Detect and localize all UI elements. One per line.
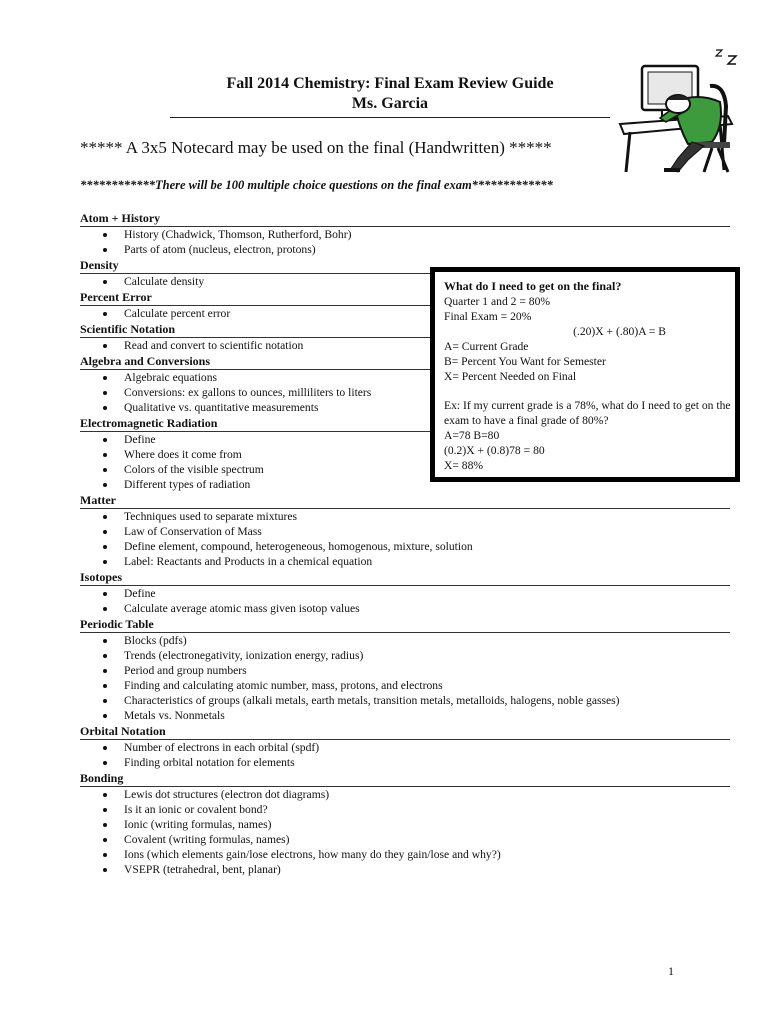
topic-bullet-item: Parts of atom (nucleus, electron, protons) bbox=[80, 242, 730, 257]
topic-bullet-item: Covalent (writing formulas, names) bbox=[80, 832, 730, 847]
title-line-1: Fall 2014 Chemistry: Final Exam Review Guide bbox=[226, 75, 554, 92]
topic-heading: Periodic Table bbox=[80, 617, 730, 633]
topic-bullet-item: Number of electrons in each orbital (spdf) bbox=[80, 740, 730, 755]
topic-bullet-item: Colors of the visible spectrum bbox=[80, 462, 730, 477]
topic-heading: Matter bbox=[80, 493, 730, 509]
final-grade-box bbox=[430, 267, 740, 482]
topic-bullet-item: Define bbox=[80, 432, 730, 447]
topic-bullet-item: Finding orbital notation for elements bbox=[80, 755, 730, 770]
final-box-solution: A=78 B=80 bbox=[444, 429, 500, 442]
page-number: 1 bbox=[668, 964, 674, 978]
topic-bullet-item: Define element, compound, heterogeneous, homogenous, mixture, solution bbox=[80, 539, 730, 554]
topic-bullet-item: Calculate average atomic mass given isotop values bbox=[80, 601, 730, 616]
topic-bullet-item: Blocks (pdfs) bbox=[80, 633, 730, 648]
topic-bullet-item: Metals vs. Nonmetals bbox=[80, 708, 730, 723]
topic-heading: Scientific Notation bbox=[80, 322, 730, 338]
final-box-line: Final Exam = 20% bbox=[444, 310, 532, 323]
studying-student-clipart bbox=[612, 46, 746, 180]
topic-heading: Density bbox=[80, 258, 730, 274]
final-box-definition: A= Current Grade bbox=[444, 340, 529, 353]
title-line-2: Ms. Garcia bbox=[351, 95, 429, 112]
topic-bullet-item: Lewis dot structures (electron dot diagrams) bbox=[80, 787, 730, 802]
final-box-line: Quarter 1 and 2 = 80% bbox=[444, 295, 551, 308]
topic-heading: Algebra and Conversions bbox=[80, 354, 730, 370]
topic-bullet-item: Trends (electronegativity, ionization energy, radius) bbox=[80, 648, 730, 663]
topic-heading: Isotopes bbox=[80, 570, 730, 586]
final-box-definition: X= Percent Needed on Final bbox=[444, 370, 577, 383]
topic-heading: Electromagnetic Radiation bbox=[80, 416, 730, 432]
final-box-title: What do I need to get on the final? bbox=[444, 279, 622, 293]
topic-bullet-item: Qualitative vs. quantitative measurements bbox=[80, 400, 730, 415]
topic-bullet-item: Algebraic equations bbox=[80, 370, 730, 385]
topic-bullet-item: Conversions: ex gallons to ounces, milliliters to liters bbox=[80, 385, 730, 400]
topic-bullet-item: Finding and calculating atomic number, mass, protons, and electrons bbox=[80, 678, 730, 693]
multiple-choice-note: ************There will be 100 multiple choice questions on the final exam************* bbox=[80, 178, 553, 192]
topic-heading: Bonding bbox=[80, 771, 730, 787]
topic-heading: Percent Error bbox=[80, 290, 730, 306]
topic-bullet-item: Different types of radiation bbox=[80, 477, 730, 492]
final-box-example: Ex: If my current grade is a 78%, what do I need to get on the exam to have a final grade of 80%? bbox=[444, 399, 731, 427]
topic-bullet-item: Law of Conservation of Mass bbox=[80, 524, 730, 539]
final-box-solution: (0.2)X + (0.8)78 = 80 bbox=[444, 444, 545, 457]
topic-bullet-item: VSEPR (tetrahedral, bent, planar) bbox=[80, 862, 730, 877]
final-box-definition: B= Percent You Want for Semester bbox=[444, 355, 606, 368]
topic-bullet-item: Ions (which elements gain/lose electrons, how many do they gain/lose and why?) bbox=[80, 847, 730, 862]
topic-heading: Atom + History bbox=[80, 211, 730, 227]
topic-bullet-item: Calculate percent error bbox=[80, 306, 730, 321]
topic-bullet-item: Techniques used to separate mixtures bbox=[80, 509, 730, 524]
topic-bullet-item: Ionic (writing formulas, names) bbox=[80, 817, 730, 832]
topic-bullet-item: Is it an ionic or covalent bond? bbox=[80, 802, 730, 817]
final-box-solution: X= 88% bbox=[444, 459, 484, 472]
topic-bullet-item: Define bbox=[80, 586, 730, 601]
topic-bullet-item: Label: Reactants and Products in a chemical equation bbox=[80, 554, 730, 569]
title-underline bbox=[170, 117, 610, 118]
topic-heading: Orbital Notation bbox=[80, 724, 730, 740]
page-title bbox=[170, 74, 610, 114]
topic-bullet-item: Characteristics of groups (alkali metals, earth metals, transition metals, metalloids, halogens, noble gasses) bbox=[80, 693, 730, 708]
topic-bullet-item: Period and group numbers bbox=[80, 663, 730, 678]
topic-bullet-item: Calculate density bbox=[80, 274, 730, 289]
notecard-note: ***** A 3x5 Notecard may be used on the final (Handwritten) ***** bbox=[80, 138, 552, 157]
topic-bullet-item: Where does it come from bbox=[80, 447, 730, 462]
final-box-equation: (.20)X + (.80)A = B bbox=[573, 325, 666, 338]
topic-bullet-item: History (Chadwick, Thomson, Rutherford, Bohr) bbox=[80, 227, 730, 242]
topic-bullet-item: Read and convert to scientific notation bbox=[80, 338, 730, 353]
